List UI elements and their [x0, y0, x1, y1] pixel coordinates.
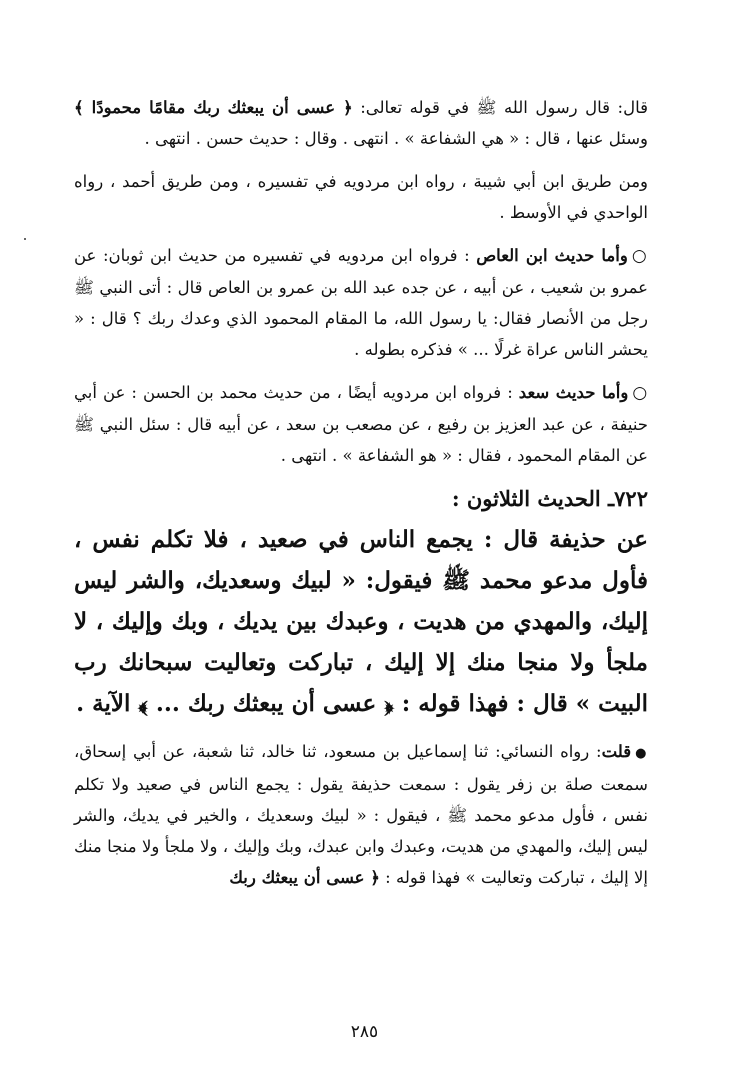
quran-quote: ﴿ عسى أن يبعثك ربك مقامًا محمودًا ﴾ [74, 98, 353, 117]
page-body [74, 92, 648, 893]
paragraph-ibn-abi-shayba: ومن طريق ابن أبي شيبة ، رواه ابن مردويه في تفسيره ، ومن طريق أحمد ، رواه الواحدي في الأوسط . [74, 172, 648, 222]
paragraph-lead: قال: قال رسول الله ﷺ في قوله تعالى: [352, 98, 648, 117]
hadith-text: عن حذيفة قال : يجمع الناس في صعيد ، فلا تكلم نفس ، فأول مدعو محمد ﷺ فيقول: « لبيك وسعديك، والشر ليس إليك، والمهدي من هديت ، وعبدك بين يديك ، وبك وإليك ، لا ملجأ ولا منجا منك إلا إليك ، تباركت وتعاليت سبحانك رب البيت » قال : فهذا قوله : ﴿ عسى أن يبعثك ربك ... ﴾ الآية . [74, 526, 648, 717]
circle-marker: ○ [632, 383, 648, 403]
paragraph-tirmidhi [74, 92, 648, 154]
paragraph-ibn-al-as [74, 240, 648, 365]
comment-label: قلت [601, 742, 632, 761]
quran-quote: ﴿ عسى أن يبعثك ربك [229, 868, 380, 887]
comment-text: : رواه النسائي: ثنا إسماعيل بن مسعود، ثنا خالد، ثنا شعبة، عن أبي إسحاق، سمعت صلة بن زفر يقول : سمعت حذيفة يقول : يجمع الناس في صعيد ولا تكلم نفس ، فأول مدعو محمد ﷺ ، فيقول : « لبيك وسعديك ، والخير في يديك، والشر ليس إليك، والمهدي من هديت، وعبدك وابن عبدك، وبك وإليك ، ولا ملجأ ولا منجا منك إلا إليك ، تباركت وتعاليت » فهذا قوله : [74, 742, 648, 887]
section-text: : فرواه ابن مردويه أيضًا ، من حديث محمد بن الحسن : عن أبي حنيفة ، عن عبد العزيز بن رفيع ، عن مصعب بن سعد ، عن أبيه قال : سئل النبي ﷺ عن المقام المحمود ، فقال : « هو الشفاعة » . انتهى . [74, 383, 648, 465]
section-text: : فرواه ابن مردويه في تفسيره من حديث ابن ثوبان: عن عمرو بن شعيب ، عن أبيه ، عن جده عبد الله بن عمرو بن العاص قال : أتى النبي ﷺ رجل من الأنصار فقال: يا رسول الله، ما المقام المحمود الذي وعدك ربك ؟ قال : « يحشر الناس عراة غرلًا ... » فذكره بطوله . [74, 246, 648, 359]
section-label: وأما حديث ابن العاص [476, 246, 628, 265]
hadith-heading: ٧٢٢ـ الحديث الثلاثون : [451, 486, 648, 511]
paragraph-saad [74, 377, 648, 471]
paragraph-comment [74, 736, 648, 893]
circle-marker: ○ [631, 246, 648, 266]
page-number: ٢٨٥ [350, 1022, 379, 1042]
paragraph-tail: وسئل عنها ، قال : « هي الشفاعة » . انتهى . وقال : حديث حسن . انتهى . [144, 129, 648, 148]
section-label: وأما حديث سعد [518, 383, 629, 402]
bullet-marker: ● [635, 746, 649, 761]
margin-speck [24, 238, 26, 240]
